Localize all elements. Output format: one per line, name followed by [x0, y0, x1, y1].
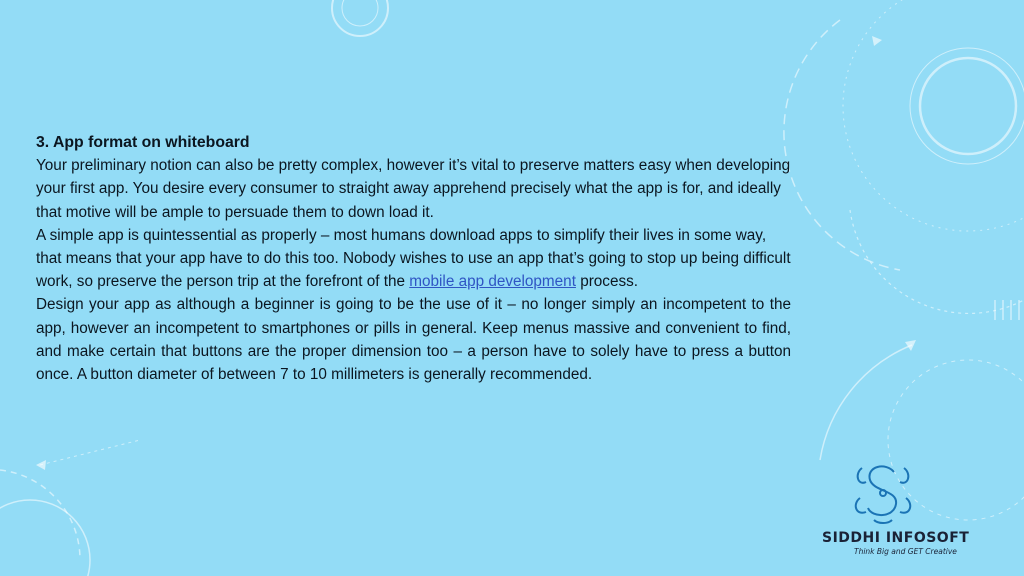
paragraph-2 — [36, 224, 791, 294]
paragraph-3: Design your app as although a beginner is going to be the use of it – no longer simply an incompetent to the app, however an incompetent to smartphones or pills in general. Keep menus massive and convenient to find, and make certain that buttons are the proper dimension too – a person have to solely have to press a button once. A button diameter of between 7 to 10 millimeters is generally recommended. — [36, 296, 791, 384]
paragraph-2-text: A simple app is quintessential as properly – most humans download apps to simplify their lives in some way, that means that your app have to do this too. Nobody wishes to use an app that’s going to stop up being difficult work, so preserve the person trip at the forefront of the — [36, 226, 791, 291]
article — [36, 131, 791, 386]
mobile-app-development-link[interactable]: mobile app development — [409, 273, 576, 291]
paragraph-1: Your preliminary notion can also be pretty complex, however it’s vital to preserve matters easy when developing your first app. You desire every consumer to straight away apprehend precisely what the app is for, and ideally that motive will be ample to persuade them to down load it. — [36, 157, 791, 221]
company-logo — [818, 458, 970, 558]
paragraph-2-end: process. — [575, 273, 639, 291]
brand-tagline: Think Big and GET Creative — [854, 547, 957, 556]
brand-name: SIDDHI INFOSOFT — [822, 530, 970, 546]
section-heading: 3. App format on whiteboard — [36, 134, 250, 151]
logo-s-mark-icon — [848, 458, 918, 528]
